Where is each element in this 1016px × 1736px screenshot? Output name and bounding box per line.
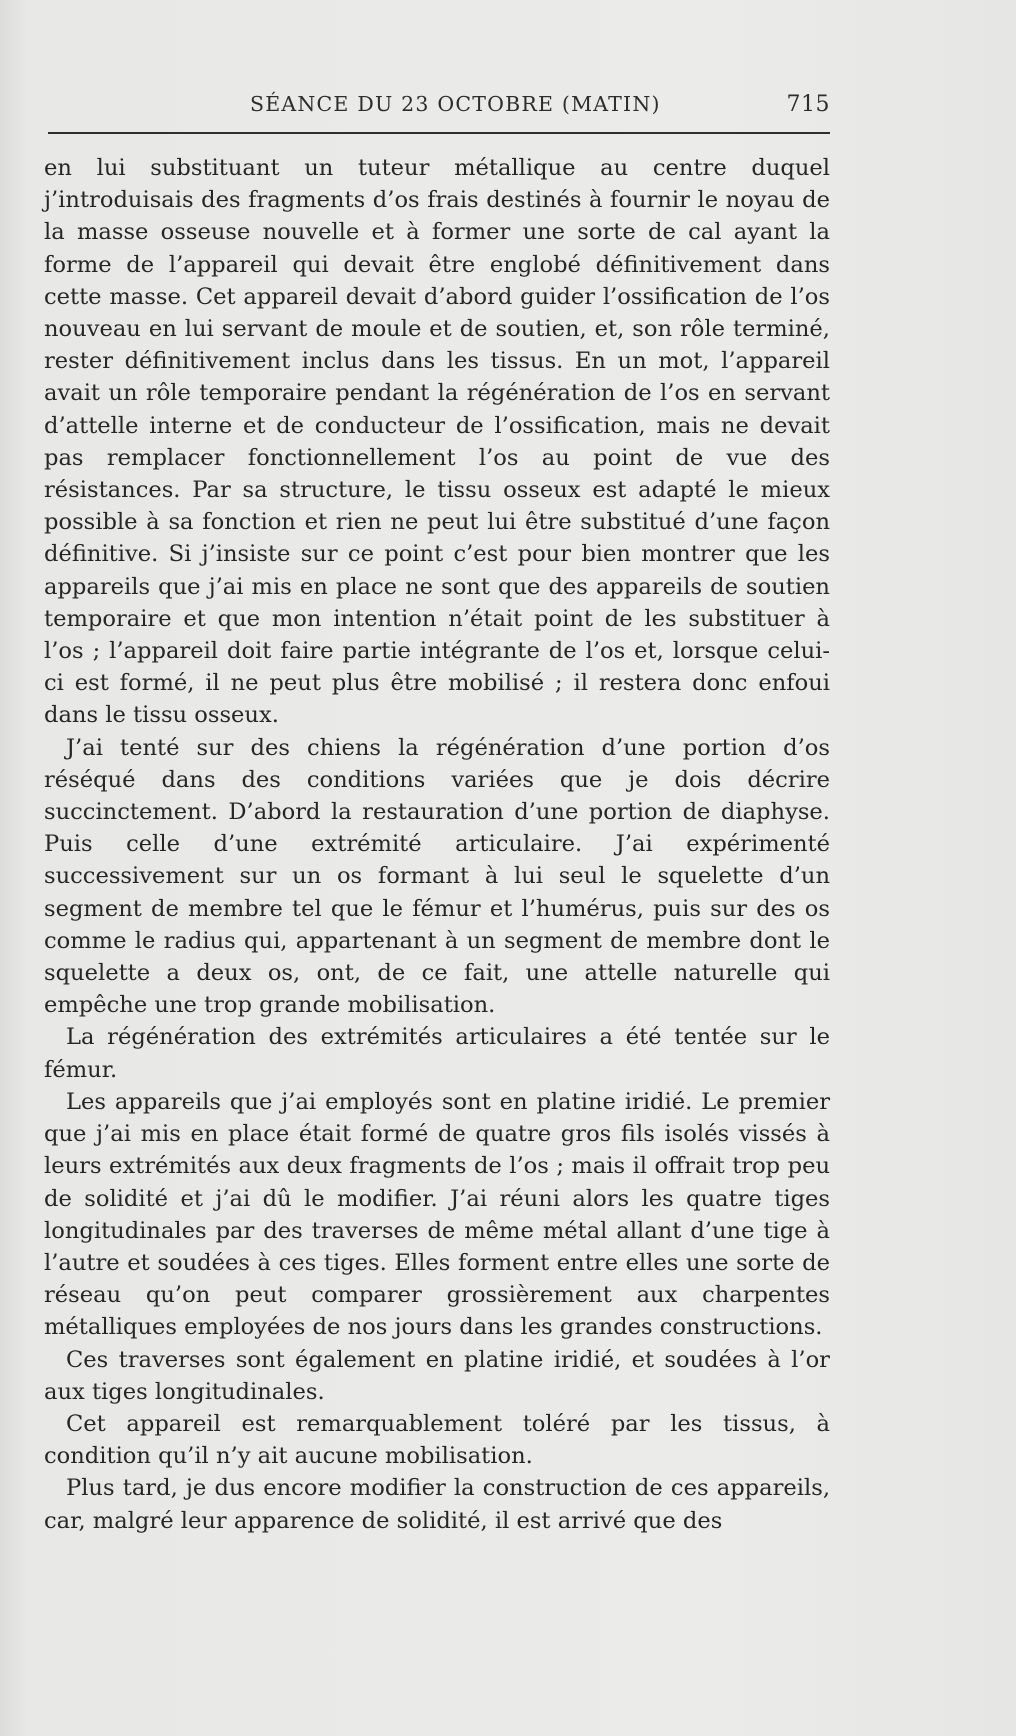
paragraph: Plus tard, je dus encore modifier la construction de ces appareils, car, malgré leur apparence de solidité, il est arrivé que des [44, 1475, 830, 1534]
page-number: 715 [786, 92, 830, 117]
body-text [44, 152, 830, 1582]
paragraph: Ces traverses sont également en platine iridié, et soudées à l’or aux tiges longitudinales. [44, 1346, 830, 1405]
paragraph: La régénération des extrémités articulaires a été tentée sur le fémur. [44, 1024, 830, 1083]
paragraph: J’ai tenté sur des chiens la régénération d’une portion d’os réséqué dans des conditions variées que je dois décrire succinctement. D’abord la restauration d’une portion de diaphyse. Puis celle d’une extrémité articulaire. J’ai expérimenté successivement sur un os formant à lui seul le squelette d’un segment de membre tel que le fémur et l’humérus, puis sur des os comme le radius qui, appartenant à un segment de membre dont le squelette a deux os, ont, de ce fait, une attelle naturelle qui empêche une trop grande mobilisation. [44, 734, 830, 1019]
paragraph: en lui substituant un tuteur métallique au centre duquel j’introduisais des fragments d’os frais destinés à fournir le noyau de la masse osseuse nouvelle et à former une sorte de cal ayant la forme de l’appareil qui devait être englobé définitivement dans cette masse. Cet appareil devait d’abord guider l’ossification de l’os nouveau en lui servant de moule et de soutien, et, son rôle terminé, rester définitivement inclus dans les tissus. En un mot, l’appareil avait un rôle temporaire pendant la régénération de l’os en servant d’attelle interne et de conducteur de l’ossification, mais ne devait pas remplacer fonctionnellement l’os au point de vue des résistances. Par sa structure, le tissu osseux est adapté le mieux possible à sa fonction et rien ne peut lui être substitué d’une façon définitive. Si j’insiste sur ce point c’est pour bien montrer que les appareils que j’ai mis en place ne sont que des appareils de soutien temporaire et que mon intention n’était point de les substituer à l’os ; l’appareil doit faire partie intégrante de l’os et, lorsque celui-ci est formé, il ne peut plus être mobilisé ; il restera donc enfoui dans le tissu osseux. [44, 155, 830, 729]
paragraph: Les appareils que j’ai employés sont en platine iridié. Le premier que j’ai mis en place était formé de quatre gros fils isolés vissés à leurs extrémités aux deux fragments de l’os ; mais il offrait trop peu de solidité et j’ai dû le modifier. J’ai réuni alors les quatre tiges longitudinales par des traverses de même métal allant d’une tige à l’autre et soudées à ces tiges. Elles forment entre elles une sorte de réseau qu’on peut comparer grossièrement aux charpentes métalliques employées de nos jours dans les grandes constructions. [44, 1088, 830, 1341]
running-title: SÉANCE DU 23 OCTOBRE (MATIN) [250, 92, 661, 116]
header-rule [48, 132, 830, 134]
running-header [250, 92, 830, 124]
paragraph: Cet appareil est remarquablement toléré par les tissus, à condition qu’il n’y ait aucune mobilisation. [44, 1410, 830, 1470]
